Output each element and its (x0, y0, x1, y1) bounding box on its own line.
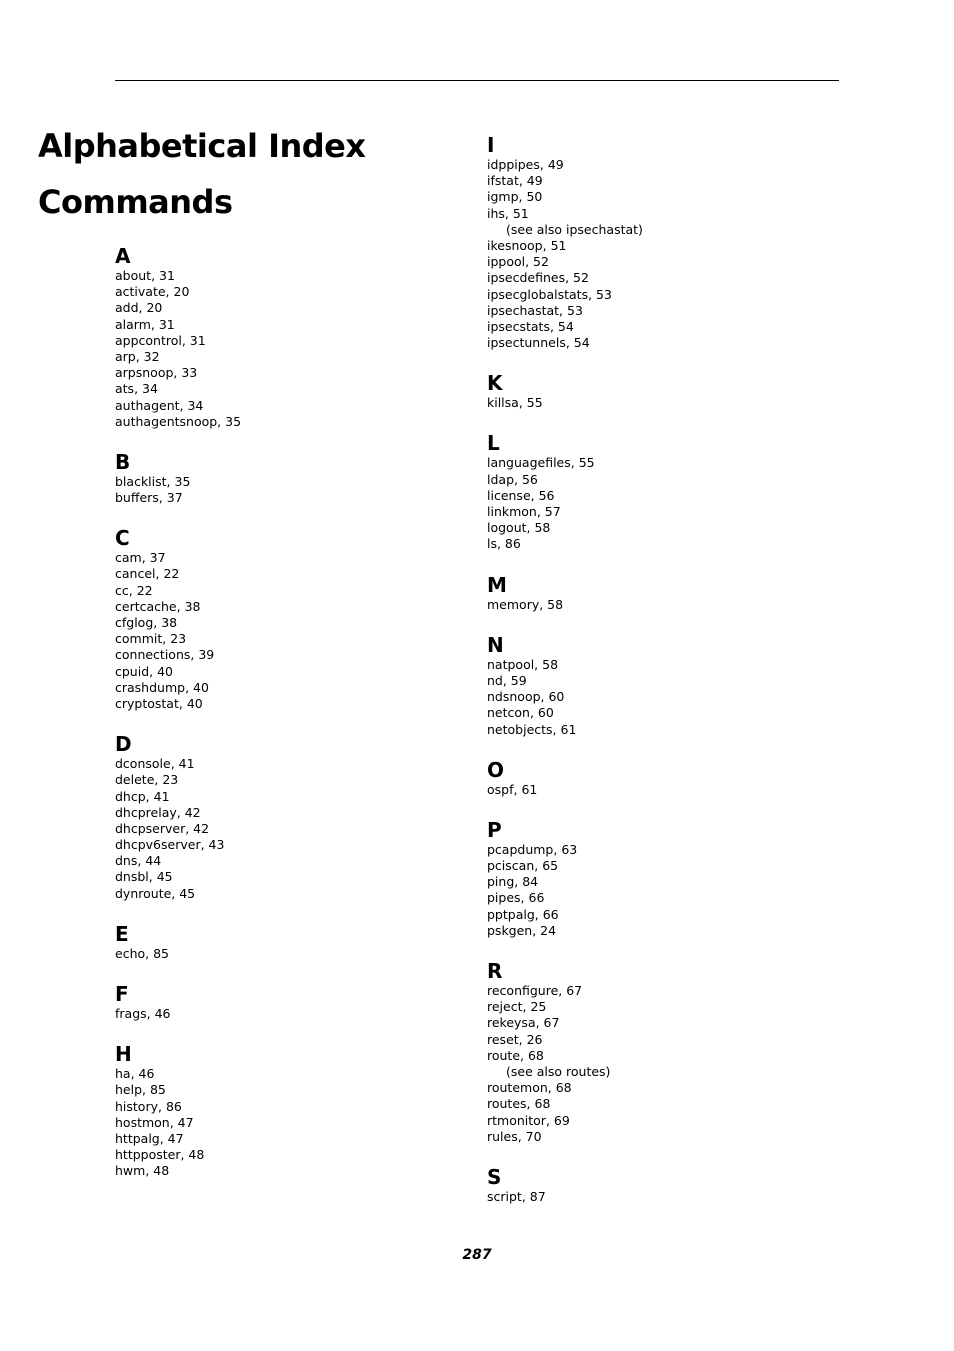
index-entry: ihs, 51 (487, 205, 529, 221)
index-entry: connections, 39 (115, 647, 215, 663)
index-column-left (115, 244, 445, 1200)
index-entry: ls, 86 (487, 536, 521, 552)
index-entry: dhcpv6server, 43 (115, 837, 225, 853)
index-letter-heading: R (487, 959, 503, 983)
index-entry: history, 86 (115, 1098, 182, 1114)
index-letter-heading: N (487, 632, 504, 657)
index-entry: license, 56 (487, 487, 555, 503)
index-entry: routemon, 68 (487, 1080, 572, 1096)
index-group-m (487, 573, 817, 613)
index-entry: delete, 23 (115, 772, 179, 788)
index-group-k (487, 371, 817, 411)
index-entry: frags, 46 (115, 1006, 171, 1021)
index-group-a (115, 244, 445, 430)
index-entry: authagent, 34 (115, 397, 204, 413)
index-entry: natpool, 58 (487, 656, 559, 672)
index-entry: ndsnoop, 60 (487, 689, 565, 705)
index-entry: route, 68 (487, 1047, 544, 1063)
index-entry: cfglog, 38 (115, 615, 178, 630)
index-entry: commit, 23 (115, 631, 187, 647)
index-entry: ha, 46 (115, 1066, 155, 1082)
index-letter-heading: F (115, 982, 129, 1006)
index-entry: about, 31 (115, 268, 175, 283)
index-entry: nd, 59 (487, 672, 527, 688)
index-group-h (115, 1042, 445, 1179)
index-entry: cc, 22 (115, 582, 153, 598)
index-entry: httpposter, 48 (115, 1147, 205, 1163)
index-group-e (115, 922, 445, 962)
index-entry: httpalg, 47 (115, 1130, 184, 1146)
index-entry: cancel, 22 (115, 566, 180, 582)
index-entry: linkmon, 57 (487, 504, 561, 519)
index-letter-heading: O (487, 757, 505, 782)
index-entry: activate, 20 (115, 284, 190, 300)
index-entry: buffers, 37 (115, 490, 183, 506)
index-entry: netobjects, 61 (487, 721, 577, 737)
index-group-d (115, 732, 445, 902)
index-entry: hwm, 48 (115, 1163, 170, 1179)
index-entry: blacklist, 35 (115, 473, 191, 489)
index-entry: certcache, 38 (115, 598, 201, 614)
index-group-n (487, 633, 817, 738)
index-entry: help, 85 (115, 1082, 166, 1098)
index-entry: ospf, 61 (487, 781, 538, 797)
index-entry: ipsecstats, 54 (487, 318, 574, 334)
index-group-r (487, 959, 817, 1145)
index-entry: echo, 85 (115, 945, 169, 961)
index-letter-heading: D (115, 732, 132, 757)
index-letter-heading: A (115, 244, 131, 268)
index-letter-heading: H (115, 1042, 132, 1067)
index-entry: ifstat, 49 (487, 173, 543, 189)
index-entry: cam, 37 (115, 550, 166, 566)
index-entry: ikesnoop, 51 (487, 237, 567, 253)
index-group-b (115, 450, 445, 506)
index-entry: ats, 34 (115, 381, 158, 397)
index-entry: ipsechastat, 53 (487, 302, 583, 318)
index-entry: add, 20 (115, 300, 163, 316)
index-entry: igmp, 50 (487, 189, 543, 205)
index-entry: dhcprelay, 42 (115, 804, 201, 820)
index-see-also: (see also routes) (506, 1063, 611, 1079)
index-entry: reject, 25 (487, 999, 547, 1015)
index-letter-heading: K (487, 371, 503, 396)
index-entry: dns, 44 (115, 853, 162, 869)
page-number: 287 (462, 1247, 492, 1263)
index-column-right (487, 133, 817, 1225)
header-rule (115, 80, 839, 81)
index-entry: ipsectunnels, 54 (487, 335, 590, 351)
index-entry: idppipes, 49 (487, 157, 564, 172)
index-entry: script, 87 (487, 1188, 546, 1204)
index-entry: dynroute, 45 (115, 885, 196, 901)
index-entry: routes, 68 (487, 1096, 551, 1112)
index-entry: pipes, 66 (487, 890, 545, 906)
index-entry: appcontrol, 31 (115, 332, 206, 348)
index-group-i (487, 133, 817, 351)
index-entry: arp, 32 (115, 348, 160, 364)
index-letter-heading: I (487, 133, 495, 157)
index-entry: pskgen, 24 (487, 922, 557, 938)
index-entry: dnsbl, 45 (115, 869, 173, 885)
index-entry: ipsecglobalstats, 53 (487, 286, 612, 302)
index-entry: ping, 84 (487, 874, 539, 890)
index-entry: reconfigure, 67 (487, 983, 583, 998)
index-entry: dhcp, 41 (115, 788, 170, 804)
index-letter-heading: S (487, 1164, 502, 1189)
index-entry: dhcpserver, 42 (115, 820, 210, 836)
index-entry: netcon, 60 (487, 705, 554, 721)
index-entry: languagefiles, 55 (487, 455, 595, 471)
index-entry: ippool, 52 (487, 254, 549, 270)
index-letter-heading: B (115, 449, 131, 474)
index-entry: memory, 58 (487, 596, 564, 612)
section-title: Commands (38, 183, 233, 221)
index-entry: ipsecdefines, 52 (487, 270, 589, 286)
index-entry: cpuid, 40 (115, 663, 173, 679)
index-group-o (487, 758, 817, 798)
index-entry: hostmon, 47 (115, 1114, 194, 1130)
index-group-p (487, 818, 817, 939)
index-entry: cryptostat, 40 (115, 695, 203, 711)
index-entry: pptpalg, 66 (487, 906, 559, 922)
index-entry: rtmonitor, 69 (487, 1112, 570, 1128)
index-entry: ldap, 56 (487, 471, 538, 487)
index-entry: crashdump, 40 (115, 679, 209, 695)
index-see-also: (see also ipsechastat) (506, 221, 643, 237)
index-entry: rekeysa, 67 (487, 1015, 560, 1031)
index-entry: pcapdump, 63 (487, 841, 578, 857)
index-letter-heading: P (487, 817, 502, 842)
index-entry: dconsole, 41 (115, 756, 195, 772)
index-entry: rules, 70 (487, 1128, 542, 1144)
index-letter-heading: C (115, 526, 130, 551)
index-letter-heading: L (487, 431, 500, 456)
index-group-s (487, 1165, 817, 1205)
page-title: Alphabetical Index (38, 127, 366, 165)
index-entry: killsa, 55 (487, 395, 543, 411)
index-letter-heading: M (487, 572, 507, 597)
index-group-c (115, 526, 445, 712)
index-letter-heading: E (115, 921, 129, 946)
index-entry: pciscan, 65 (487, 858, 559, 874)
index-entry: authagentsnoop, 35 (115, 413, 242, 429)
index-entry: arpsnoop, 33 (115, 365, 198, 381)
index-group-l (487, 431, 817, 552)
index-group-f (115, 982, 445, 1022)
index-entry: logout, 58 (487, 520, 551, 536)
index-entry: alarm, 31 (115, 316, 175, 332)
index-entry: reset, 26 (487, 1031, 543, 1047)
